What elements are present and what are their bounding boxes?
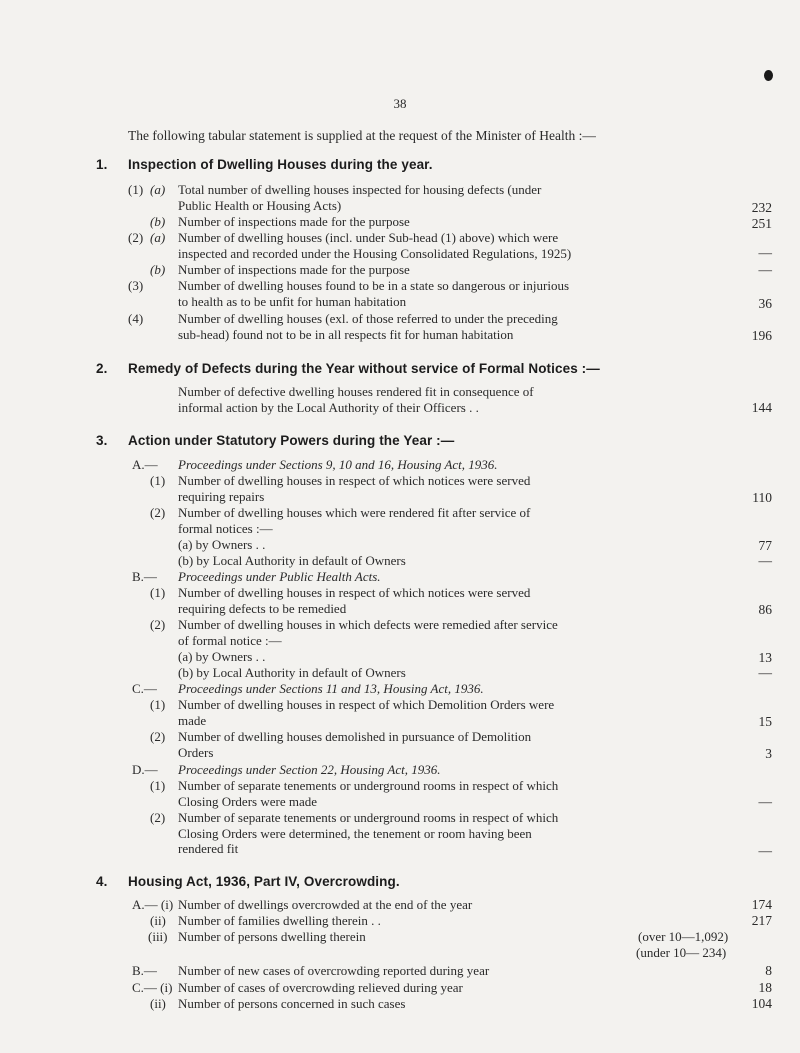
section-2-heading <box>96 361 600 376</box>
item-number: (2) <box>150 810 166 825</box>
item-text <box>178 729 531 760</box>
text-line: Public Health or Housing Acts) <box>178 197 342 213</box>
text-line: formal notices :— <box>178 520 273 536</box>
sub-item-text: (a) by Owners . . <box>178 649 266 664</box>
item-text <box>178 384 534 415</box>
item-text: Number of dwellings overcrowded at the end of the year <box>178 897 473 912</box>
intro-text: The following tabular statement is supplied at the request of the Minister of Health :— <box>128 128 596 143</box>
text-line: Number of dwelling houses demolished in pursuance of Demolition <box>178 729 532 744</box>
item-text: Number of inspections made for the purpose <box>178 214 410 229</box>
text-line: to health as to be unfit for human habitation <box>178 293 407 309</box>
part-heading: Proceedings under Sections 11 and 13, Housing Act, 1936. <box>178 681 484 696</box>
part-heading: Proceedings under Sections 9, 10 and 16, Housing Act, 1936. <box>178 457 498 472</box>
item-text <box>178 697 554 728</box>
text-line: Closing Orders were determined, the tenement or room having been <box>178 825 532 841</box>
item-number: (2) <box>128 230 144 245</box>
value: 15 <box>758 714 772 729</box>
section-1-heading <box>96 157 433 172</box>
text-line: Number of separate tenements or underground rooms in respect of which <box>178 810 559 825</box>
text-line: inspected and recorded under the Housing Consolidated Regulations, 1925) <box>178 245 572 261</box>
value: 36 <box>758 296 772 311</box>
value: — <box>758 794 772 809</box>
item-number: (2) <box>150 617 166 632</box>
part-label: D.— <box>132 762 158 777</box>
item-text <box>178 585 530 616</box>
section-3-heading <box>96 433 454 448</box>
text-line: Number of dwelling houses which were rendered fit after service of <box>178 505 531 520</box>
item-number: (3) <box>128 278 144 293</box>
text-line: Number of dwelling houses in respect of which notices were served <box>178 585 531 600</box>
text-line: Total number of dwelling houses inspected for housing defects (under <box>178 182 542 197</box>
text-line: requiring repairs <box>178 488 265 504</box>
sub-item-text: (a) by Owners . . <box>178 537 266 552</box>
value: 3 <box>765 746 772 761</box>
item-number: (1) <box>150 473 166 488</box>
item-number: (1) <box>128 182 144 197</box>
item-number: (ii) <box>150 913 166 928</box>
section-number: 1. <box>96 157 108 172</box>
item-number: (1) <box>150 778 166 793</box>
value: 18 <box>758 980 772 995</box>
text-line: made <box>178 712 207 728</box>
text-line: rendered fit <box>178 841 239 856</box>
value: 13 <box>758 650 772 665</box>
item-text: Number of families dwelling therein . . <box>178 913 381 928</box>
part-label: A.— <box>132 457 158 472</box>
value: 77 <box>758 538 772 553</box>
item-text: Number of cases of overcrowding relieved during year <box>178 980 463 995</box>
item-number: (1) <box>150 697 166 712</box>
item-number: (4) <box>128 311 144 326</box>
section-4-heading <box>96 874 400 889</box>
sub-item-label: (a) <box>150 230 166 245</box>
item-number: (1) <box>150 585 166 600</box>
text-line: Number of dwelling houses (incl. under Sub-head (1) above) which were <box>178 230 559 245</box>
value: 174 <box>751 897 772 912</box>
sub-item-text: (b) by Local Authority in default of Owners <box>178 665 406 680</box>
text-line: Number of dwelling houses in respect of which notices were served <box>178 473 531 488</box>
section-number: 3. <box>96 433 108 448</box>
item-text: Number of new cases of overcrowding reported during year <box>178 963 490 978</box>
value-under-10: (under 10— 234) <box>636 945 727 960</box>
text-line: Orders <box>178 744 214 760</box>
text-line: Number of defective dwelling houses rendered fit in consequence of <box>178 384 534 399</box>
sub-item-text: (b) by Local Authority in default of Owners <box>178 553 406 568</box>
part-label: B.— <box>132 569 157 584</box>
value: — <box>758 245 772 260</box>
section-title: Remedy of Defects during the Year without service of Formal Notices :— <box>128 361 600 376</box>
item-text <box>178 778 558 809</box>
value: — <box>758 665 772 680</box>
item-text <box>178 311 558 342</box>
section-number: 4. <box>96 874 108 889</box>
value: 144 <box>751 400 772 415</box>
part-label: C.— <box>132 681 157 696</box>
item-number: (2) <box>150 729 166 744</box>
section-title: Housing Act, 1936, Part IV, Overcrowding. <box>128 874 400 889</box>
item-number: (iii) <box>148 929 168 944</box>
value-over-10: (over 10—1,092) <box>638 929 729 944</box>
section-number: 2. <box>96 361 108 376</box>
sub-item-label: (b) <box>150 262 166 277</box>
item-text <box>178 182 541 213</box>
value: 196 <box>751 328 772 343</box>
item-number: (2) <box>150 505 166 520</box>
item-text: Number of persons dwelling therein <box>178 929 366 944</box>
item-text <box>178 473 530 504</box>
value: 8 <box>765 963 772 978</box>
text-line: informal action by the Local Authority of their Officers . . <box>178 399 479 415</box>
sub-item-label: (b) <box>150 214 166 229</box>
text-line: Number of dwelling houses found to be in a state so dangerous or injurious <box>178 278 570 293</box>
section-title: Inspection of Dwelling Houses during the year. <box>128 157 433 172</box>
sub-item-label: (a) <box>150 182 166 197</box>
item-text <box>178 230 571 261</box>
text-line: Closing Orders were made <box>178 793 317 809</box>
ink-spot <box>764 70 773 81</box>
item-text: Number of persons concerned in such cases <box>178 996 406 1011</box>
value: 86 <box>758 602 772 617</box>
value: — <box>758 553 772 568</box>
text-line: of formal notice :— <box>178 632 282 648</box>
value: 104 <box>751 996 772 1011</box>
part-heading: Proceedings under Public Health Acts. <box>178 569 381 584</box>
item-text <box>178 505 530 536</box>
item-text <box>178 617 558 648</box>
value: 232 <box>751 200 772 215</box>
text-line: Number of dwelling houses (exl. of those referred to under the preceding <box>178 311 558 326</box>
item-text <box>178 278 569 309</box>
page-number: 38 <box>393 96 407 111</box>
item-number: (ii) <box>150 996 166 1011</box>
item-number: C.— (i) <box>132 980 173 995</box>
value: 217 <box>751 913 772 928</box>
section-title: Action under Statutory Powers during the Year :— <box>128 433 455 448</box>
text-line: Number of dwelling houses in which defects were remedied after service <box>178 617 558 632</box>
text-line: Number of dwelling houses in respect of which Demolition Orders were <box>178 697 555 712</box>
value: — <box>758 262 772 277</box>
item-text: Number of inspections made for the purpose <box>178 262 410 277</box>
value: 110 <box>752 490 772 505</box>
part-heading: Proceedings under Section 22, Housing Act, 1936. <box>178 762 441 777</box>
item-number: B.— <box>132 963 157 978</box>
item-number: A.— (i) <box>132 897 174 912</box>
text-line: requiring defects to be remedied <box>178 600 347 616</box>
value: 251 <box>751 216 772 231</box>
item-text <box>178 810 558 857</box>
text-line: Number of separate tenements or underground rooms in respect of which <box>178 778 559 793</box>
text-line: sub-head) found not to be in all respects fit for human habitation <box>178 326 514 342</box>
value: — <box>758 843 772 858</box>
